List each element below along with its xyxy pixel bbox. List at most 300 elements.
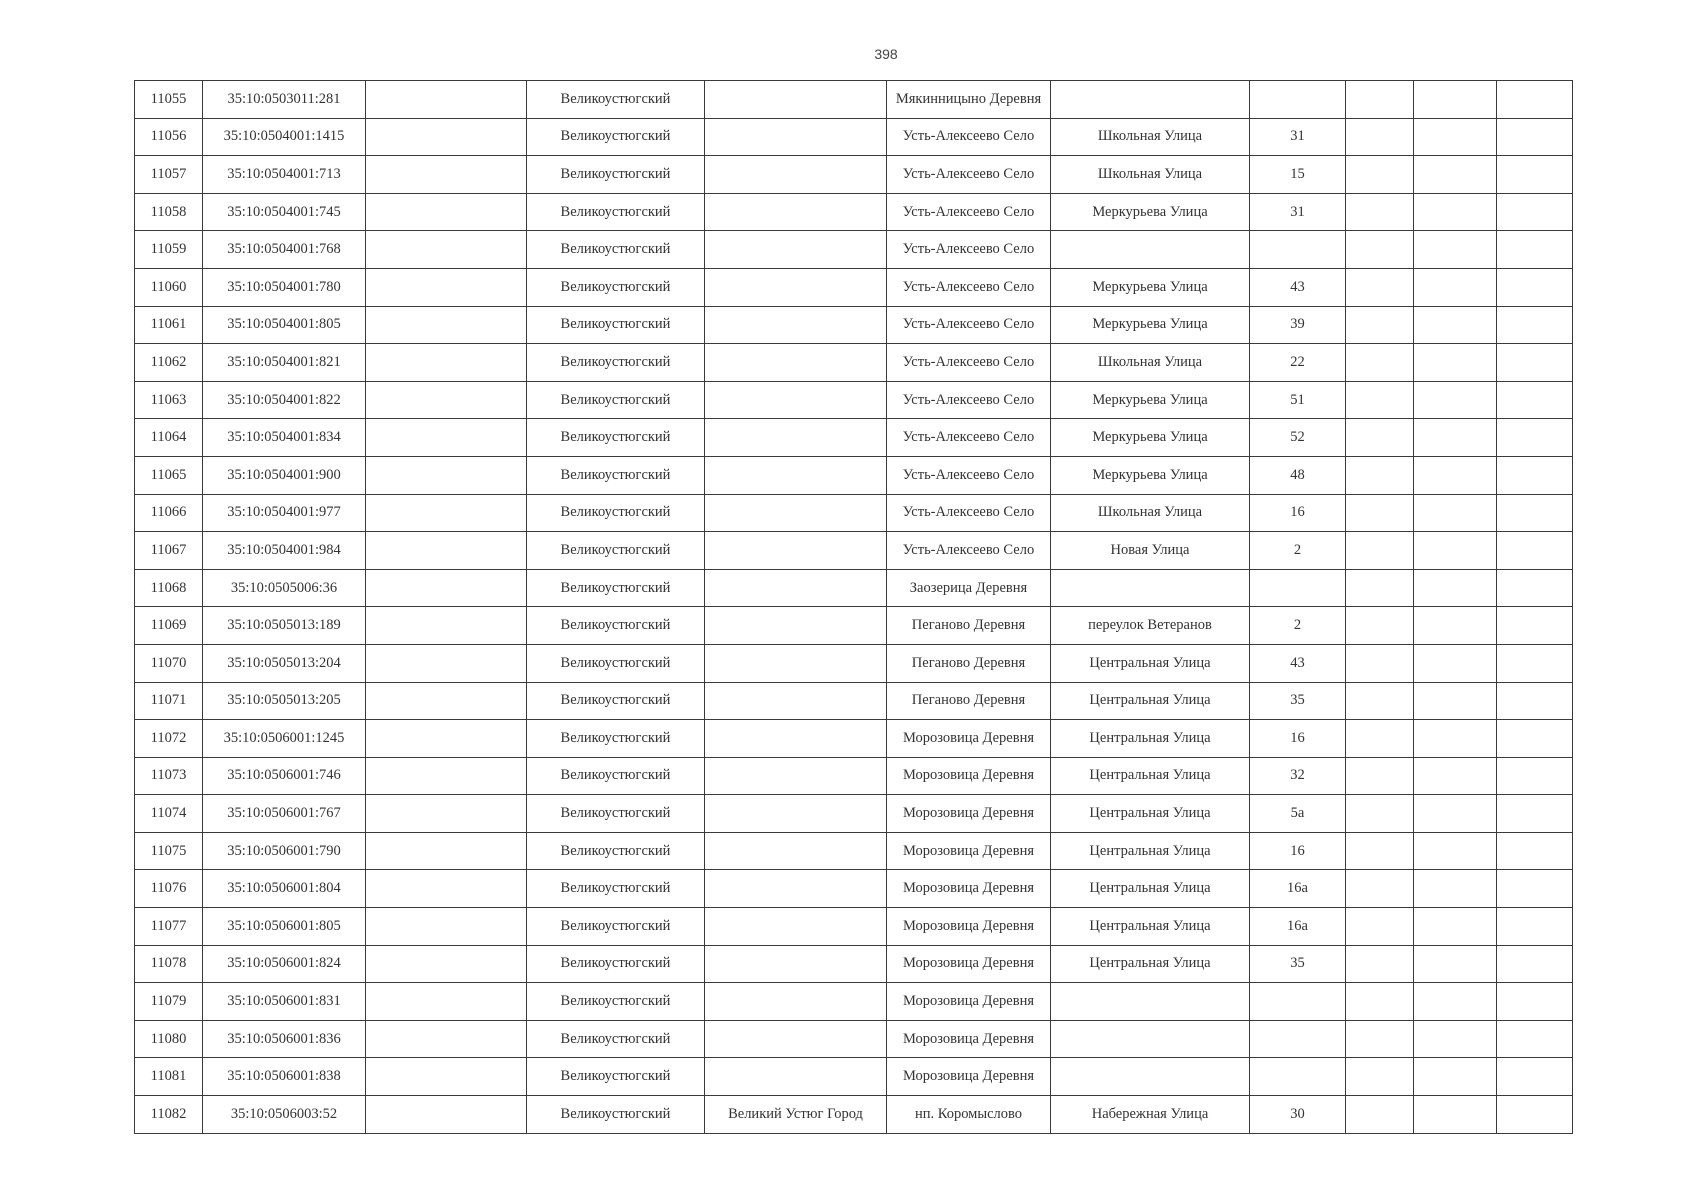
row-number-cell: 11071	[135, 682, 203, 720]
table-row	[135, 795, 1573, 833]
column-10-cell	[1414, 569, 1497, 607]
row-number-cell: 11074	[135, 795, 203, 833]
district-cell: Великоустюгский	[527, 156, 705, 194]
house-number-cell: 2	[1250, 607, 1346, 645]
cadastral-number-cell: 35:10:0504001:822	[203, 381, 366, 419]
cadastral-number-cell: 35:10:0504001:821	[203, 344, 366, 382]
row-number-cell: 11072	[135, 720, 203, 758]
street-cell: переулок Ветеранов	[1051, 607, 1250, 645]
row-number-cell: 11057	[135, 156, 203, 194]
column-9-cell	[1346, 344, 1414, 382]
locality-cell: Усть-Алексеево Село	[887, 344, 1051, 382]
column-9-cell	[1346, 118, 1414, 156]
house-number-cell: 15	[1250, 156, 1346, 194]
house-number-cell	[1250, 1058, 1346, 1096]
district-cell: Великоустюгский	[527, 268, 705, 306]
column-10-cell	[1414, 344, 1497, 382]
district-cell: Великоустюгский	[527, 569, 705, 607]
house-number-cell	[1250, 1020, 1346, 1058]
column-10-cell	[1414, 795, 1497, 833]
column-11-cell	[1497, 456, 1573, 494]
cadastral-number-cell: 35:10:0506001:831	[203, 983, 366, 1021]
row-number-cell: 11067	[135, 532, 203, 570]
column-11-cell	[1497, 1096, 1573, 1134]
city-cell	[705, 419, 887, 457]
house-number-cell: 39	[1250, 306, 1346, 344]
column-9-cell	[1346, 1058, 1414, 1096]
locality-cell: Усть-Алексеево Село	[887, 532, 1051, 570]
district-cell: Великоустюгский	[527, 344, 705, 382]
column-9-cell	[1346, 419, 1414, 457]
column-11-cell	[1497, 1058, 1573, 1096]
cadastral-number-cell: 35:10:0505013:189	[203, 607, 366, 645]
row-number-cell: 11082	[135, 1096, 203, 1134]
city-cell	[705, 1020, 887, 1058]
column-9-cell	[1346, 156, 1414, 194]
district-cell: Великоустюгский	[527, 870, 705, 908]
house-number-cell: 30	[1250, 1096, 1346, 1134]
table-row	[135, 118, 1573, 156]
page-number: 398	[874, 46, 898, 62]
column-11-cell	[1497, 231, 1573, 269]
row-number-cell: 11070	[135, 644, 203, 682]
city-cell	[705, 456, 887, 494]
locality-cell: Усть-Алексеево Село	[887, 456, 1051, 494]
table-row	[135, 381, 1573, 419]
street-cell: Школьная Улица	[1051, 494, 1250, 532]
column-3-cell	[366, 81, 527, 119]
district-cell: Великоустюгский	[527, 832, 705, 870]
cadastral-number-cell: 35:10:0506001:767	[203, 795, 366, 833]
house-number-cell: 2	[1250, 532, 1346, 570]
city-cell	[705, 832, 887, 870]
column-11-cell	[1497, 569, 1573, 607]
table-row	[135, 419, 1573, 457]
city-cell	[705, 644, 887, 682]
column-10-cell	[1414, 268, 1497, 306]
column-11-cell	[1497, 607, 1573, 645]
row-number-cell: 11077	[135, 908, 203, 946]
house-number-cell: 16а	[1250, 870, 1346, 908]
column-3-cell	[366, 231, 527, 269]
city-cell	[705, 908, 887, 946]
column-11-cell	[1497, 381, 1573, 419]
cadastral-number-cell: 35:10:0504001:1415	[203, 118, 366, 156]
column-10-cell	[1414, 419, 1497, 457]
street-cell: Меркурьева Улица	[1051, 419, 1250, 457]
column-3-cell	[366, 532, 527, 570]
column-3-cell	[366, 419, 527, 457]
locality-cell: Усть-Алексеево Село	[887, 494, 1051, 532]
city-cell	[705, 532, 887, 570]
house-number-cell: 16	[1250, 720, 1346, 758]
column-9-cell	[1346, 456, 1414, 494]
column-9-cell	[1346, 231, 1414, 269]
row-number-cell: 11076	[135, 870, 203, 908]
district-cell: Великоустюгский	[527, 945, 705, 983]
table-row	[135, 682, 1573, 720]
district-cell: Великоустюгский	[527, 607, 705, 645]
district-cell: Великоустюгский	[527, 757, 705, 795]
city-cell	[705, 231, 887, 269]
city-cell	[705, 156, 887, 194]
row-number-cell: 11069	[135, 607, 203, 645]
column-3-cell	[366, 1058, 527, 1096]
district-cell: Великоустюгский	[527, 81, 705, 119]
column-3-cell	[366, 569, 527, 607]
street-cell: Новая Улица	[1051, 532, 1250, 570]
column-11-cell	[1497, 532, 1573, 570]
cadastral-number-cell: 35:10:0504001:745	[203, 193, 366, 231]
row-number-cell: 11059	[135, 231, 203, 269]
column-3-cell	[366, 156, 527, 194]
city-cell	[705, 757, 887, 795]
row-number-cell: 11075	[135, 832, 203, 870]
column-10-cell	[1414, 1020, 1497, 1058]
cadastral-number-cell: 35:10:0506001:805	[203, 908, 366, 946]
street-cell: Центральная Улица	[1051, 832, 1250, 870]
locality-cell: Усть-Алексеево Село	[887, 156, 1051, 194]
house-number-cell: 31	[1250, 193, 1346, 231]
city-cell	[705, 945, 887, 983]
column-9-cell	[1346, 268, 1414, 306]
city-cell	[705, 870, 887, 908]
district-cell: Великоустюгский	[527, 419, 705, 457]
column-11-cell	[1497, 908, 1573, 946]
street-cell	[1051, 81, 1250, 119]
city-cell	[705, 118, 887, 156]
row-number-cell: 11068	[135, 569, 203, 607]
column-11-cell	[1497, 870, 1573, 908]
locality-cell: нп. Коромыслово	[887, 1096, 1051, 1134]
table-row	[135, 945, 1573, 983]
cadastral-number-cell: 35:10:0505006:36	[203, 569, 366, 607]
table-row	[135, 81, 1573, 119]
street-cell: Школьная Улица	[1051, 118, 1250, 156]
column-10-cell	[1414, 494, 1497, 532]
column-10-cell	[1414, 983, 1497, 1021]
column-9-cell	[1346, 908, 1414, 946]
cadastral-number-cell: 35:10:0504001:805	[203, 306, 366, 344]
column-10-cell	[1414, 1058, 1497, 1096]
column-9-cell	[1346, 381, 1414, 419]
column-3-cell	[366, 193, 527, 231]
district-cell: Великоустюгский	[527, 381, 705, 419]
locality-cell: Пеганово Деревня	[887, 682, 1051, 720]
city-cell	[705, 381, 887, 419]
street-cell	[1051, 1058, 1250, 1096]
row-number-cell: 11056	[135, 118, 203, 156]
cadastral-number-cell: 35:10:0506001:836	[203, 1020, 366, 1058]
city-cell	[705, 795, 887, 833]
column-9-cell	[1346, 1096, 1414, 1134]
column-10-cell	[1414, 231, 1497, 269]
city-cell	[705, 720, 887, 758]
locality-cell: Усть-Алексеево Село	[887, 381, 1051, 419]
city-cell	[705, 682, 887, 720]
street-cell: Центральная Улица	[1051, 757, 1250, 795]
table-row	[135, 569, 1573, 607]
column-3-cell	[366, 344, 527, 382]
table-row	[135, 870, 1573, 908]
street-cell: Набережная Улица	[1051, 1096, 1250, 1134]
house-number-cell	[1250, 983, 1346, 1021]
street-cell: Школьная Улица	[1051, 344, 1250, 382]
city-cell	[705, 81, 887, 119]
column-10-cell	[1414, 456, 1497, 494]
street-cell: Центральная Улица	[1051, 795, 1250, 833]
row-number-cell: 11065	[135, 456, 203, 494]
city-cell	[705, 607, 887, 645]
column-9-cell	[1346, 832, 1414, 870]
column-3-cell	[366, 945, 527, 983]
column-9-cell	[1346, 757, 1414, 795]
street-cell: Центральная Улица	[1051, 682, 1250, 720]
locality-cell: Усть-Алексеево Село	[887, 231, 1051, 269]
house-number-cell: 16	[1250, 494, 1346, 532]
district-cell: Великоустюгский	[527, 306, 705, 344]
table-row	[135, 306, 1573, 344]
column-3-cell	[366, 1096, 527, 1134]
district-cell: Великоустюгский	[527, 644, 705, 682]
column-9-cell	[1346, 720, 1414, 758]
column-11-cell	[1497, 81, 1573, 119]
district-cell: Великоустюгский	[527, 1096, 705, 1134]
locality-cell: Мякинницыно Деревня	[887, 81, 1051, 119]
column-11-cell	[1497, 494, 1573, 532]
house-number-cell	[1250, 569, 1346, 607]
column-9-cell	[1346, 870, 1414, 908]
street-cell: Меркурьева Улица	[1051, 456, 1250, 494]
street-cell	[1051, 1020, 1250, 1058]
column-11-cell	[1497, 795, 1573, 833]
column-3-cell	[366, 795, 527, 833]
column-11-cell	[1497, 945, 1573, 983]
cadastral-number-cell: 35:10:0504001:977	[203, 494, 366, 532]
column-3-cell	[366, 494, 527, 532]
street-cell: Центральная Улица	[1051, 644, 1250, 682]
cadastral-number-cell: 35:10:0506001:824	[203, 945, 366, 983]
street-cell: Школьная Улица	[1051, 156, 1250, 194]
cadastral-number-cell: 35:10:0504001:900	[203, 456, 366, 494]
column-11-cell	[1497, 983, 1573, 1021]
column-10-cell	[1414, 908, 1497, 946]
district-cell: Великоустюгский	[527, 118, 705, 156]
cadastral-number-cell: 35:10:0504001:780	[203, 268, 366, 306]
column-3-cell	[366, 1020, 527, 1058]
house-number-cell: 43	[1250, 268, 1346, 306]
locality-cell: Морозовица Деревня	[887, 1058, 1051, 1096]
locality-cell: Усть-Алексеево Село	[887, 118, 1051, 156]
street-cell: Меркурьева Улица	[1051, 193, 1250, 231]
row-number-cell: 11055	[135, 81, 203, 119]
cadastral-number-cell: 35:10:0504001:834	[203, 419, 366, 457]
table-row	[135, 644, 1573, 682]
column-3-cell	[366, 381, 527, 419]
table-row	[135, 494, 1573, 532]
table-row	[135, 532, 1573, 570]
row-number-cell: 11063	[135, 381, 203, 419]
row-number-cell: 11066	[135, 494, 203, 532]
column-10-cell	[1414, 720, 1497, 758]
column-11-cell	[1497, 832, 1573, 870]
locality-cell: Морозовица Деревня	[887, 832, 1051, 870]
column-3-cell	[366, 870, 527, 908]
column-3-cell	[366, 644, 527, 682]
district-cell: Великоустюгский	[527, 1058, 705, 1096]
table-row	[135, 832, 1573, 870]
column-11-cell	[1497, 193, 1573, 231]
cadastral-number-cell: 35:10:0505013:204	[203, 644, 366, 682]
locality-cell: Пеганово Деревня	[887, 607, 1051, 645]
house-number-cell: 51	[1250, 381, 1346, 419]
column-3-cell	[366, 607, 527, 645]
column-10-cell	[1414, 607, 1497, 645]
column-9-cell	[1346, 81, 1414, 119]
column-10-cell	[1414, 644, 1497, 682]
row-number-cell: 11073	[135, 757, 203, 795]
table-row	[135, 456, 1573, 494]
column-10-cell	[1414, 306, 1497, 344]
cadastral-number-cell: 35:10:0504001:713	[203, 156, 366, 194]
column-11-cell	[1497, 720, 1573, 758]
house-number-cell: 48	[1250, 456, 1346, 494]
column-10-cell	[1414, 156, 1497, 194]
table-row	[135, 268, 1573, 306]
table-row	[135, 908, 1573, 946]
district-cell: Великоустюгский	[527, 231, 705, 269]
house-number-cell: 35	[1250, 682, 1346, 720]
column-10-cell	[1414, 81, 1497, 119]
column-11-cell	[1497, 156, 1573, 194]
district-cell: Великоустюгский	[527, 193, 705, 231]
column-9-cell	[1346, 983, 1414, 1021]
column-10-cell	[1414, 1096, 1497, 1134]
column-3-cell	[366, 306, 527, 344]
city-cell	[705, 983, 887, 1021]
column-9-cell	[1346, 532, 1414, 570]
house-number-cell: 31	[1250, 118, 1346, 156]
column-10-cell	[1414, 832, 1497, 870]
column-11-cell	[1497, 419, 1573, 457]
street-cell: Центральная Улица	[1051, 720, 1250, 758]
house-number-cell: 5а	[1250, 795, 1346, 833]
table-row	[135, 1096, 1573, 1134]
table-row	[135, 757, 1573, 795]
column-9-cell	[1346, 1020, 1414, 1058]
column-10-cell	[1414, 682, 1497, 720]
column-9-cell	[1346, 682, 1414, 720]
cadastral-number-cell: 35:10:0506001:790	[203, 832, 366, 870]
city-cell	[705, 268, 887, 306]
locality-cell: Усть-Алексеево Село	[887, 268, 1051, 306]
table-row	[135, 1058, 1573, 1096]
column-11-cell	[1497, 118, 1573, 156]
column-11-cell	[1497, 1020, 1573, 1058]
column-3-cell	[366, 908, 527, 946]
cadastral-number-cell: 35:10:0506001:746	[203, 757, 366, 795]
street-cell: Центральная Улица	[1051, 908, 1250, 946]
column-9-cell	[1346, 569, 1414, 607]
street-cell: Меркурьева Улица	[1051, 381, 1250, 419]
house-number-cell: 16а	[1250, 908, 1346, 946]
city-cell	[705, 494, 887, 532]
column-9-cell	[1346, 306, 1414, 344]
district-cell: Великоустюгский	[527, 1020, 705, 1058]
column-11-cell	[1497, 644, 1573, 682]
row-number-cell: 11080	[135, 1020, 203, 1058]
street-cell: Центральная Улица	[1051, 870, 1250, 908]
district-cell: Великоустюгский	[527, 795, 705, 833]
house-number-cell: 16	[1250, 832, 1346, 870]
locality-cell: Усть-Алексеево Село	[887, 306, 1051, 344]
house-number-cell: 52	[1250, 419, 1346, 457]
district-cell: Великоустюгский	[527, 720, 705, 758]
street-cell: Меркурьева Улица	[1051, 306, 1250, 344]
column-3-cell	[366, 268, 527, 306]
registry-table	[134, 80, 1573, 1134]
column-3-cell	[366, 720, 527, 758]
cadastral-number-cell: 35:10:0506001:838	[203, 1058, 366, 1096]
house-number-cell	[1250, 231, 1346, 269]
street-cell	[1051, 983, 1250, 1021]
city-cell	[705, 193, 887, 231]
table-row	[135, 607, 1573, 645]
table-row	[135, 1020, 1573, 1058]
column-10-cell	[1414, 870, 1497, 908]
locality-cell: Морозовица Деревня	[887, 757, 1051, 795]
column-10-cell	[1414, 532, 1497, 570]
column-11-cell	[1497, 757, 1573, 795]
table-row	[135, 344, 1573, 382]
district-cell: Великоустюгский	[527, 908, 705, 946]
district-cell: Великоустюгский	[527, 983, 705, 1021]
city-cell	[705, 306, 887, 344]
city-cell	[705, 1058, 887, 1096]
street-cell: Центральная Улица	[1051, 945, 1250, 983]
column-10-cell	[1414, 757, 1497, 795]
cadastral-number-cell: 35:10:0506003:52	[203, 1096, 366, 1134]
column-11-cell	[1497, 306, 1573, 344]
row-number-cell: 11078	[135, 945, 203, 983]
column-10-cell	[1414, 381, 1497, 419]
district-cell: Великоустюгский	[527, 494, 705, 532]
city-cell	[705, 569, 887, 607]
row-number-cell: 11060	[135, 268, 203, 306]
house-number-cell: 35	[1250, 945, 1346, 983]
locality-cell: Морозовица Деревня	[887, 945, 1051, 983]
column-3-cell	[366, 456, 527, 494]
column-9-cell	[1346, 945, 1414, 983]
cadastral-number-cell: 35:10:0506001:804	[203, 870, 366, 908]
cadastral-number-cell: 35:10:0506001:1245	[203, 720, 366, 758]
locality-cell: Морозовица Деревня	[887, 720, 1051, 758]
column-3-cell	[366, 983, 527, 1021]
cadastral-number-cell: 35:10:0503011:281	[203, 81, 366, 119]
column-3-cell	[366, 118, 527, 156]
locality-cell: Морозовица Деревня	[887, 983, 1051, 1021]
column-9-cell	[1346, 193, 1414, 231]
row-number-cell: 11064	[135, 419, 203, 457]
row-number-cell: 11079	[135, 983, 203, 1021]
column-9-cell	[1346, 607, 1414, 645]
city-cell: Великий Устюг Город	[705, 1096, 887, 1134]
street-cell: Меркурьева Улица	[1051, 268, 1250, 306]
column-10-cell	[1414, 945, 1497, 983]
column-11-cell	[1497, 268, 1573, 306]
table-row	[135, 983, 1573, 1021]
locality-cell: Морозовица Деревня	[887, 1020, 1051, 1058]
